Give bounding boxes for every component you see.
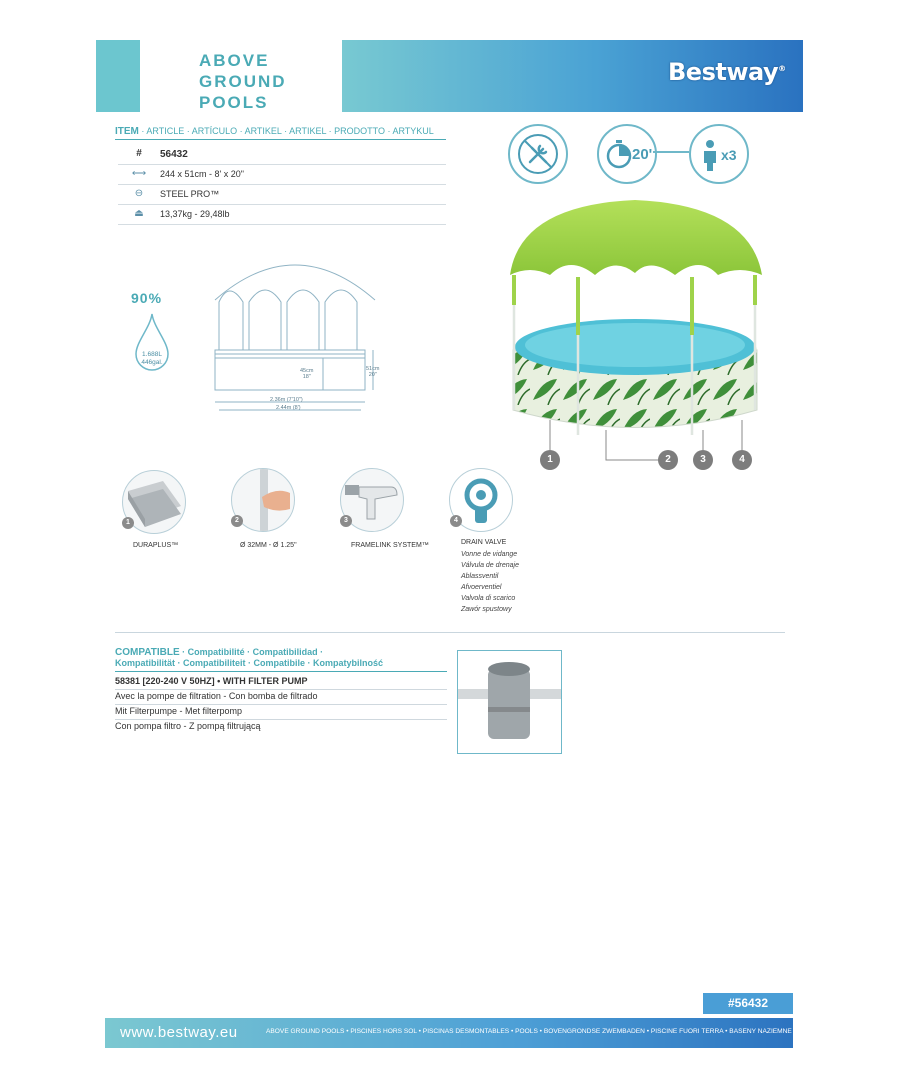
item-row-dimensions xyxy=(118,164,446,185)
pool-dimension-diagram xyxy=(205,250,435,420)
section-divider xyxy=(115,632,785,633)
callout-3: 3 xyxy=(693,450,713,470)
callout-lines xyxy=(540,400,760,470)
no-tools-icon xyxy=(510,126,566,182)
translation-es: Válvula de drenaje xyxy=(461,562,519,569)
person-icon xyxy=(691,126,747,182)
translation-fr: Vonne de vidange xyxy=(461,551,518,558)
item-frame: STEEL PRO™ xyxy=(160,189,220,199)
feature-4-badge: 4 xyxy=(450,515,462,527)
product-code-tag: #56432 xyxy=(703,993,793,1014)
persons-count: x3 xyxy=(721,147,737,163)
persons-badge xyxy=(689,124,749,184)
compatible-heading-line2: Kompatibilität · Compatibiliteit · Compatibile · Kompatybilność xyxy=(115,658,384,668)
drain-valve-translations xyxy=(461,549,519,615)
brand-name: Bestway xyxy=(668,58,779,86)
no-tools-badge xyxy=(508,124,568,184)
item-heading-rule xyxy=(115,139,446,140)
icon-connector-line xyxy=(653,151,689,153)
compatible-rule xyxy=(115,671,447,672)
setup-time-label: 20' xyxy=(632,146,653,163)
compatible-heading-line1: · Compatibilité · Compatibilidad · xyxy=(179,647,324,657)
compatible-row-3: Mit Filterpumpe - Met filterpomp xyxy=(115,706,447,720)
item-row-frame xyxy=(118,184,446,205)
callout-2: 2 xyxy=(658,450,678,470)
feature-2-badge: 2 xyxy=(231,515,243,527)
frame-type-icon: ⊖ xyxy=(134,188,144,199)
compatible-heading xyxy=(115,647,383,669)
capacity-values xyxy=(134,351,170,367)
header-accent-bar xyxy=(96,40,140,112)
translation-de: Ablassventil xyxy=(461,573,499,580)
outer-width-label: 2.44m (8') xyxy=(276,405,301,411)
fill-percent: 90% xyxy=(131,290,163,306)
compatible-heading-main: COMPATIBLE xyxy=(115,647,180,658)
capacity-liters: 1.688L xyxy=(142,351,162,358)
website-link[interactable]: www.bestway.eu xyxy=(120,1024,238,1041)
item-number: 56432 xyxy=(160,149,188,160)
footer-categories: ABOVE GROUND POOLS • PISCINES HORS SOL • PISCINAS DESMONTABLES • POOLS • BOVENGRONDSE ZWEMBADEN • PISCINE FUORI TERRA • BASENY NAZIEMNE xyxy=(266,1028,792,1035)
dimensions-arrow-icon: ⟷ xyxy=(131,168,147,179)
brand-logo xyxy=(668,58,786,86)
translation-nl: Afvoerventiel xyxy=(461,584,502,591)
callout-1: 1 xyxy=(540,450,560,470)
filter-pump-icon xyxy=(458,651,561,753)
page-title: ABOVE GROUND POOLS xyxy=(199,51,287,112)
setup-time-badge xyxy=(597,124,657,184)
weight-icon: ⏏ xyxy=(134,208,144,219)
callout-4: 4 xyxy=(732,450,752,470)
feature-1-label: DURAPLUS™ xyxy=(133,542,179,549)
hash-icon: # xyxy=(136,148,142,159)
compatible-row-4: Con pompa filtro - Z pompą filtrującą xyxy=(115,721,261,731)
feature-1-badge: 1 xyxy=(122,517,134,529)
inner-width-label: 2.36m (7'10") xyxy=(270,397,303,403)
feature-3-label: FRAMELINK SYSTEM™ xyxy=(351,542,429,549)
filter-pump-image-frame xyxy=(457,650,562,754)
outer-height-label: 51cm 20" xyxy=(366,366,380,378)
item-dimensions: 244 x 51cm - 8' x 20" xyxy=(160,169,244,179)
feature-2-label: Ø 32MM - Ø 1.25" xyxy=(240,542,297,549)
capacity-gallons: 446gal. xyxy=(141,359,163,366)
item-row-weight xyxy=(118,204,446,225)
compatible-row-2: Avec la pompe de filtration - Con bomba de filtrado xyxy=(115,691,447,705)
translation-pl: Zawór spustowy xyxy=(461,606,512,613)
brand-mark: ® xyxy=(778,64,786,73)
feature-3-badge: 3 xyxy=(340,515,352,527)
item-heading-main: ITEM xyxy=(115,126,139,137)
translation-it: Valvola di scarico xyxy=(461,595,516,602)
item-row-number xyxy=(118,144,446,165)
item-heading-languages: · ARTICLE · ARTÍCULO · ARTIKEL · ARTIKEL · PRODOTTO · ARTYKUL xyxy=(138,126,434,136)
inner-height-label: 45cm 18" xyxy=(300,368,314,380)
item-heading xyxy=(115,126,434,137)
item-weight: 13,37kg - 29,48lb xyxy=(160,209,230,219)
compatible-row-1: 58381 [220-240 V 50HZ] • WITH FILTER PUMP xyxy=(115,676,447,690)
feature-4-label: DRAIN VALVE xyxy=(461,539,507,546)
